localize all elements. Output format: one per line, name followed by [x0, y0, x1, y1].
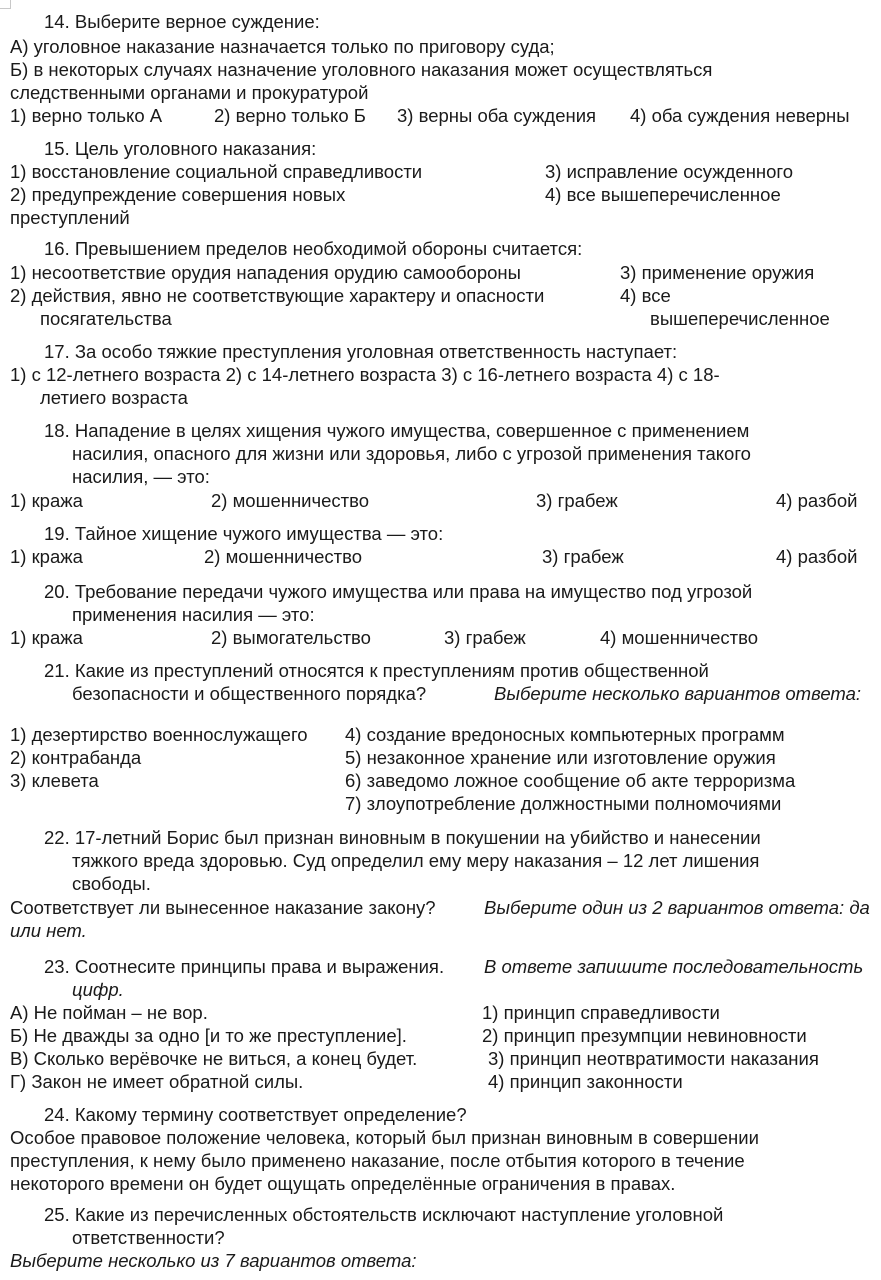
q16-option-4-line2: вышеперечисленное [650, 308, 830, 329]
q14-statement-b-line1: Б) в некоторых случаях назначение уголовного наказания может осуществляться [10, 59, 713, 80]
q21-text-line2: безопасности и общественного порядка? [72, 683, 427, 704]
q17-options-line2: летиего возраста [40, 387, 188, 408]
q19-option-1: 1) кража [10, 546, 83, 567]
q18-text-line2: насилия, опасного для жизни или здоровья, либо с угрозой применения такого [72, 443, 751, 464]
q21-instruction: Выберите несколько вариантов ответа: [494, 683, 862, 704]
q23-text-line1: 23. Соотнесите принципы права и выражения. [44, 956, 445, 977]
q21-option-3: 3) клевета [10, 770, 99, 791]
q22-instruction-line1: Выберите один из 2 вариантов ответа: да [484, 897, 870, 918]
q18-option-1: 1) кража [10, 490, 83, 511]
page-corner-mark [0, 0, 11, 9]
q16-title: 16. Превышением пределов необходимой обороны считается: [44, 238, 583, 259]
q18-option-4: 4) разбой [776, 490, 858, 511]
q21-option-6: 6) заведомо ложное сообщение об акте терроризма [345, 770, 796, 791]
q21-option-7: 7) злоупотребление должностными полномочиями [345, 793, 782, 814]
q23-principle-2: 2) принцип презумпции невиновности [482, 1025, 807, 1046]
q21-option-1: 1) дезертирство военнослужащего [10, 724, 308, 745]
q25-text-line2: ответственности? [72, 1227, 225, 1248]
q18-text-line3: насилия, — это: [72, 466, 210, 487]
q16-option-1: 1) несоответствие орудия нападения орудию самообороны [10, 262, 521, 283]
q14-option-4: 4) оба суждения неверны [630, 105, 850, 126]
q15-option-2-line1: 2) предупреждение совершения новых [10, 184, 346, 205]
q19-option-2: 2) мошенничество [204, 546, 363, 567]
q19-option-4: 4) разбой [776, 546, 858, 567]
q25-instruction: Выберите несколько из 7 вариантов ответа: [10, 1250, 417, 1271]
q21-option-4: 4) создание вредоносных компьютерных программ [345, 724, 785, 745]
q19-option-3: 3) грабеж [542, 546, 624, 567]
q20-text-line2: применения насилия — это: [72, 604, 315, 625]
q14-option-3: 3) верны оба суждения [397, 105, 597, 126]
q23-expression-v: В) Сколько верёвочке не виться, а конец будет. [10, 1048, 418, 1069]
q18-text-line1: 18. Нападение в целях хищения чужого имущества, совершенное с применением [44, 420, 750, 441]
q14-statement-b-line2: следственными органами и прокуратурой [10, 82, 369, 103]
q24-title: 24. Какому термину соответствует определение? [44, 1104, 467, 1125]
q21-option-5: 5) незаконное хранение или изготовление оружия [345, 747, 776, 768]
q23-instruction-line2: цифр. [72, 979, 124, 1000]
q17-options-line1: 1) с 12-летнего возраста 2) с 14-летнего возраста 3) с 16-летнего возраста 4) с 18- [10, 364, 720, 385]
q20-option-2: 2) вымогательство [211, 627, 371, 648]
q18-option-2: 2) мошенничество [211, 490, 370, 511]
q22-text-line1: 22. 17-летний Борис был признан виновным в покушении на убийство и нанесении [44, 827, 761, 848]
q15-title: 15. Цель уголовного наказания: [44, 138, 317, 159]
q22-text-line2: тяжкого вреда здоровью. Суд определил ему меру наказания – 12 лет лишения [72, 850, 760, 871]
q25-text-line1: 25. Какие из перечисленных обстоятельств исключают наступление уголовной [44, 1204, 724, 1225]
q24-definition-line1: Особое правовое положение человека, который был признан виновным в совершении [10, 1127, 759, 1148]
q23-expression-b: Б) Не дважды за одно [и то же преступление]. [10, 1025, 407, 1046]
q15-option-2-line2: преступлений [10, 207, 130, 228]
q16-option-2-line2: посягательства [40, 308, 172, 329]
q18-option-3: 3) грабеж [536, 490, 618, 511]
q21-text-line1: 21. Какие из преступлений относятся к преступлениям против общественной [44, 660, 709, 681]
q14-title: 14. Выберите верное суждение: [44, 11, 320, 32]
q21-option-2: 2) контрабанда [10, 747, 142, 768]
q23-principle-1: 1) принцип справедливости [482, 1002, 720, 1023]
q15-option-4: 4) все вышеперечисленное [545, 184, 781, 205]
q16-option-3: 3) применение оружия [620, 262, 815, 283]
q24-definition-line3: некоторого времени он будет ощущать определённые ограничения в правах. [10, 1173, 676, 1194]
q14-statement-a: А) уголовное наказание назначается только по приговору суда; [10, 36, 555, 57]
q20-text-line1: 20. Требование передачи чужого имущества или права на имущество под угрозой [44, 581, 753, 602]
q14-option-2: 2) верно только Б [214, 105, 366, 126]
q17-title: 17. За особо тяжкие преступления уголовная ответственность наступает: [44, 341, 678, 362]
q22-text-line3: свободы. [72, 873, 151, 894]
q24-definition-line2: преступления, к нему было применено наказание, после отбытия которого в течение [10, 1150, 745, 1171]
q16-option-4-line1: 4) все [620, 285, 671, 306]
q15-option-3: 3) исправление осужденного [545, 161, 794, 182]
q15-option-1: 1) восстановление социальной справедливости [10, 161, 423, 182]
q20-option-4: 4) мошенничество [600, 627, 759, 648]
q23-principle-3: 3) принцип неотвратимости наказания [488, 1048, 819, 1069]
q20-option-1: 1) кража [10, 627, 83, 648]
q14-option-1: 1) верно только А [10, 105, 163, 126]
q23-expression-a: А) Не пойман – не вор. [10, 1002, 208, 1023]
q16-option-2-line1: 2) действия, явно не соответствующие характеру и опасности [10, 285, 545, 306]
q22-instruction-line2: или нет. [10, 920, 87, 941]
q20-option-3: 3) грабеж [444, 627, 526, 648]
q23-instruction-line1: В ответе запишите последовательность [484, 956, 864, 977]
q23-principle-4: 4) принцип законности [488, 1071, 683, 1092]
q19-title: 19. Тайное хищение чужого имущества — это: [44, 523, 444, 544]
q22-question: Соответствует ли вынесенное наказание закону? [10, 897, 436, 918]
q23-expression-g: Г) Закон не имеет обратной силы. [10, 1071, 304, 1092]
